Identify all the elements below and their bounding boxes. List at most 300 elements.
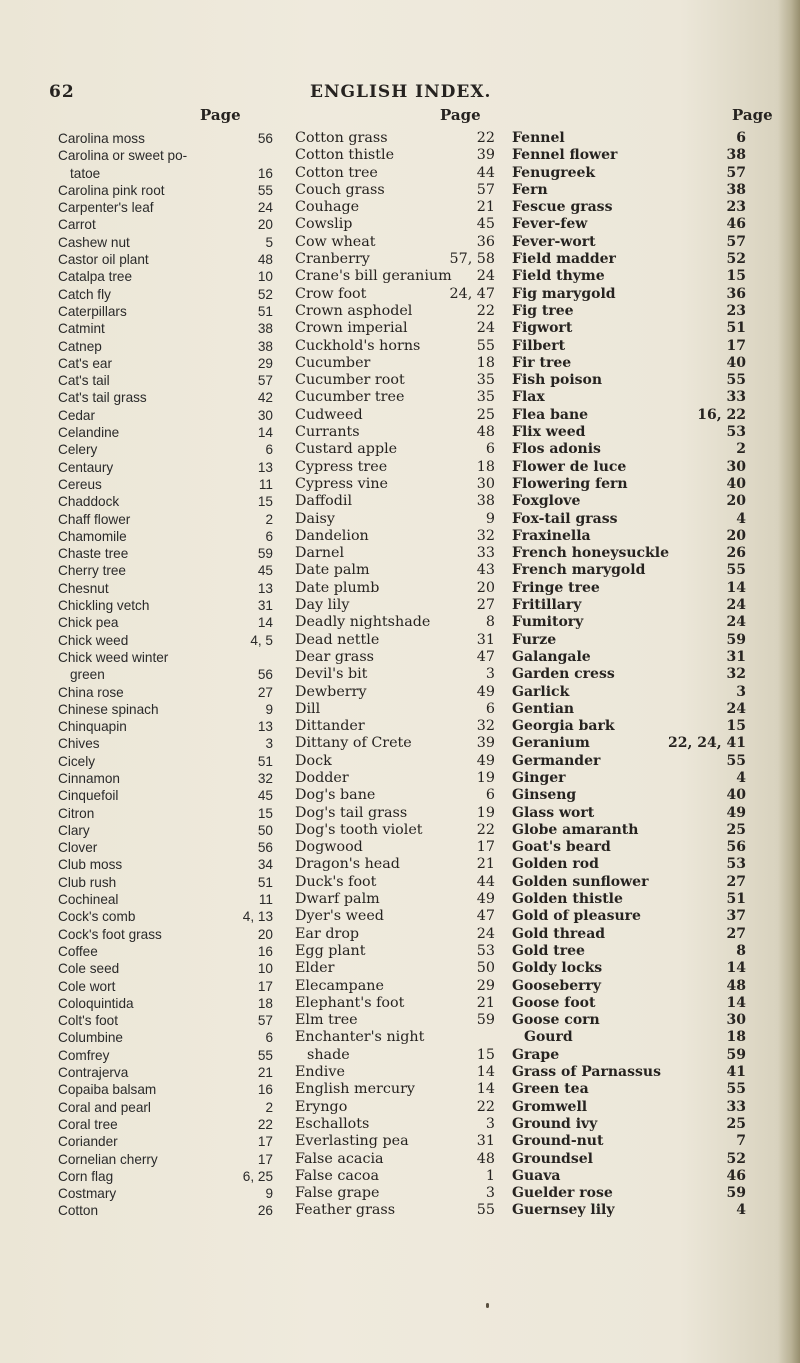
page-number: 62 [49,82,75,102]
index-page-ref: 52 [726,1150,746,1167]
index-term: Cock's foot grass [58,926,162,942]
index-term: French marygold [512,562,646,579]
index-page-ref: 25 [476,406,495,423]
index-term: Cashew nut [58,234,130,250]
index-page-ref: 20 [476,579,495,596]
running-title: ENGLISH INDEX. [310,82,492,102]
index-term: Guernsey lily [512,1202,615,1219]
index-entry [58,1185,273,1202]
index-entry [512,1185,746,1202]
index-term: Garden cress [512,666,615,683]
index-term: Dewberry [295,683,367,700]
index-term: Gromwell [512,1098,588,1115]
index-entry [295,1133,495,1150]
index-term: Carrot [58,217,96,233]
index-entry [512,355,746,372]
index-entry [512,1133,746,1150]
index-entry [58,718,273,735]
index-page-ref: 56 [257,667,273,683]
index-term: Carpenter's leaf [58,200,154,216]
index-page-ref: 22 [476,1098,495,1115]
index-entry [512,182,746,199]
index-page-ref: 35 [476,372,495,389]
index-page-ref: 13 [257,719,273,735]
index-entry [58,459,273,476]
index-page-ref: 17 [726,337,746,354]
index-term: Gourd [524,1029,573,1046]
index-term: False grape [295,1185,380,1202]
index-page-ref: 52 [257,286,273,302]
index-entry [512,147,746,164]
index-page-ref: 53 [476,942,495,959]
index-entry [295,199,495,216]
index-term: Enchanter's night [295,1029,425,1046]
index-page-ref: 33 [726,1098,746,1115]
index-term: Club moss [58,857,123,873]
index-entry [512,1047,746,1064]
index-term: Fever-few [512,216,588,233]
index-entry [58,407,273,424]
index-term: Fever-wort [512,233,596,250]
index-term: Grass of Parnassus [512,1064,661,1081]
index-page-ref: 30 [726,1012,746,1029]
index-entry [295,995,495,1012]
index-page-ref: 6 [485,787,495,804]
index-page-ref: 10 [257,961,273,977]
index-page-ref: 48 [726,977,746,994]
index-entry [295,770,495,787]
index-page-ref: 50 [257,822,273,838]
index-page-ref: 45 [476,216,495,233]
index-term: China rose [58,684,124,700]
index-page-ref: 9 [485,510,495,527]
index-entry [58,199,273,216]
index-term: Citron [58,805,95,821]
index-term: Egg plant [295,942,366,959]
index-term: Gooseberry [512,977,602,994]
index-term: English mercury [295,1081,416,1098]
index-page-ref: 15 [257,805,273,821]
index-entry [295,1029,495,1046]
index-term: Golden sunflower [512,873,649,890]
index-term: Glass wort [512,804,595,821]
index-entry [295,320,495,337]
index-term: Dogwood [295,839,363,856]
index-term: tatoe [70,165,101,181]
index-page-ref: 55 [726,562,746,579]
index-page-ref: 31 [726,648,746,665]
index-page-ref: 44 [476,873,495,890]
index-page-ref: 4 [736,510,746,527]
index-entry [295,511,495,528]
index-entry [512,372,746,389]
column-2-page-heading: Page [440,106,481,124]
index-term: Fumitory [512,614,584,631]
index-term: Dog's tooth violet [295,821,423,838]
index-term: Dead nettle [295,631,380,648]
index-entry [58,1202,273,1219]
index-entry [512,960,746,977]
index-term: Golden rod [512,856,599,873]
index-page-ref: 55 [257,1047,273,1063]
index-entry [512,649,746,666]
index-entry [58,355,273,372]
index-entry [58,1116,273,1133]
index-term: Fenugreek [512,164,596,181]
index-page-ref: 30 [257,407,273,423]
index-entry [512,441,746,458]
index-term: Cole seed [58,961,120,977]
index-entry [58,216,273,233]
index-entry [512,165,746,182]
index-entry [295,268,495,285]
index-page-ref: 6 [265,1030,273,1046]
index-page-ref: 29 [257,355,273,371]
index-entry [58,476,273,493]
index-entry [295,303,495,320]
index-term: Figwort [512,320,573,337]
index-page-ref: 38 [726,147,746,164]
index-term: Cotton grass [295,130,388,146]
index-entry [512,389,746,406]
index-term: Elm tree [295,1012,358,1029]
index-entry [512,943,746,960]
index-entry [58,234,273,251]
index-page-ref: 39 [476,735,495,752]
index-entry [295,1168,495,1185]
index-page-ref: 14 [257,615,273,631]
index-column-3 [512,130,746,1220]
index-entry [58,735,273,752]
index-entry [512,926,746,943]
index-entry [295,1202,495,1219]
index-term: Fig tree [512,302,574,319]
index-term: Coral and pearl [58,1099,151,1115]
index-entry [295,528,495,545]
index-entry [295,234,495,251]
index-page-ref: 51 [257,874,273,890]
index-term: Ear drop [295,925,360,942]
index-term: Fox-tail grass [512,510,618,527]
index-page-ref: 57 [257,373,273,389]
index-entry [58,182,273,199]
index-entry [295,493,495,510]
index-page-ref: 26 [726,545,746,562]
index-term: Ginseng [512,787,577,804]
index-term: Furze [512,631,557,648]
index-page-ref: 35 [476,389,495,406]
index-entry [512,805,746,822]
index-term: False acacia [295,1150,384,1167]
index-term: Goose corn [512,1012,600,1029]
index-term: Guava [512,1167,561,1184]
index-page-ref: 59 [726,631,746,648]
index-page-ref: 16 [257,943,273,959]
index-term: Cat's ear [58,355,112,371]
index-term: Dandelion [295,527,369,544]
index-term: Cucumber tree [295,389,405,406]
index-term: Fig marygold [512,285,616,302]
index-entry [512,493,746,510]
index-term: Coriander [58,1134,118,1150]
index-page-ref: 26 [257,1203,273,1219]
index-term: Corn flag [58,1168,114,1184]
index-term: Cotton [58,1203,99,1219]
index-term: Cucumber [295,354,371,371]
index-page-ref: 20 [257,926,273,942]
index-page-ref: 47 [476,648,495,665]
index-term: Fennel flower [512,147,618,164]
index-entry [295,787,495,804]
index-entry [295,649,495,666]
index-page-ref: 16, 22 [697,406,746,423]
index-term: Couhage [295,199,360,216]
page-header [0,82,800,106]
index-term: Cypress tree [295,458,388,475]
index-page-ref: 6 [265,528,273,544]
index-page-ref: 38 [476,493,495,510]
index-page-ref: 27 [726,925,746,942]
index-entry [58,701,273,718]
column-3-page-heading: Page [732,106,773,124]
index-entry [512,874,746,891]
index-page-ref: 31 [257,598,273,614]
index-term: Devil's bit [295,666,368,683]
index-page-ref: 27 [476,597,495,614]
index-page-ref: 21 [476,856,495,873]
index-entry [512,476,746,493]
index-term: Globe amaranth [512,821,639,838]
index-entry [512,199,746,216]
index-term: Cock's comb [58,909,136,925]
index-entry [58,528,273,545]
index-page-ref: 5 [265,234,273,250]
index-term: Cornelian cherry [58,1151,158,1167]
index-page-ref: 56 [257,131,273,146]
index-term: Chick pea [58,615,119,631]
index-entry [58,545,273,562]
index-entry [512,753,746,770]
index-page-ref: 32 [726,666,746,683]
index-term: Field thyme [512,268,605,285]
index-entry [512,891,746,908]
index-page-ref: 18 [257,995,273,1011]
index-page-ref: 55 [726,752,746,769]
index-entry [58,1029,273,1046]
index-page-ref: 24 [476,268,495,285]
index-entry [58,666,273,683]
index-entry [58,753,273,770]
index-term: Comfrey [58,1047,110,1063]
index-page-ref: 48 [476,424,495,441]
index-term: Clary [58,822,90,838]
index-page-ref: 55 [476,1202,495,1219]
index-term: Cranberry [295,251,370,268]
index-entry [512,562,746,579]
index-page-ref: 20 [726,527,746,544]
index-term: Fringe tree [512,579,600,596]
index-page-ref: 13 [257,459,273,475]
index-page-ref: 22 [257,1116,273,1132]
index-page-ref: 1 [485,1167,495,1184]
page-edge-shadow [778,0,800,1363]
index-page-ref: 24 [726,700,746,717]
index-term: Everlasting pea [295,1133,409,1150]
index-entry [512,459,746,476]
index-term: Eschallots [295,1115,370,1132]
index-entry [512,770,746,787]
index-page-ref: 9 [265,1186,273,1202]
index-page-ref: 19 [476,769,495,786]
index-term: Catch fly [58,286,111,302]
index-term: Ground-nut [512,1133,604,1150]
index-page-ref: 15 [257,494,273,510]
index-entry [295,684,495,701]
index-entry [295,459,495,476]
index-term: Daffodil [295,493,353,510]
index-term: Cudweed [295,406,363,423]
index-entry [58,926,273,943]
index-term: Dear grass [295,648,375,665]
index-page-ref: 3 [265,736,273,752]
index-page-ref: 8 [736,942,746,959]
index-term: Currants [295,424,360,441]
index-term: Coral tree [58,1116,118,1132]
index-page-ref: 43 [476,562,495,579]
index-entry [512,666,746,683]
index-term: Centaury [58,459,114,475]
index-entry [295,1116,495,1133]
index-entry [58,1133,273,1150]
index-page-ref: 34 [257,857,273,873]
index-term: Fraxinella [512,527,591,544]
index-page-ref: 42 [257,390,273,406]
index-page-ref: 2 [265,511,273,527]
index-page-ref: 15 [476,1046,495,1063]
index-entry [58,960,273,977]
index-term: Cole wort [58,978,116,994]
index-entry [58,562,273,579]
index-entry [58,268,273,285]
index-entry [512,787,746,804]
index-column-1 [58,130,273,1220]
index-entry [58,165,273,182]
index-page-ref: 57, 58 [449,251,495,268]
index-page-ref: 4 [736,769,746,786]
index-term: Chinese spinach [58,701,159,717]
index-entry [512,286,746,303]
index-page-ref: 37 [726,908,746,925]
index-term: Flowering fern [512,475,628,492]
index-term: Field madder [512,251,616,268]
index-page-ref: 16 [257,165,273,181]
index-term: Dwarf palm [295,891,380,908]
index-term: Castor oil plant [58,252,149,268]
index-term: Cat's tail grass [58,390,147,406]
index-page-ref: 22, 24, 41 [668,735,746,752]
index-term: Fescue grass [512,199,613,216]
index-entry [58,632,273,649]
index-term: Gentian [512,700,575,717]
index-term: Dragon's head [295,856,400,873]
index-entry [512,1081,746,1098]
index-term: Chickling vetch [58,598,150,614]
index-page-ref: 30 [476,475,495,492]
index-term: Cochineal [58,892,119,908]
index-entry [58,389,273,406]
index-term: Chaff flower [58,511,131,527]
index-term: Colt's foot [58,1013,119,1029]
index-term: Chaste tree [58,546,129,562]
index-entry [512,735,746,752]
index-term: Chick weed [58,632,129,648]
index-term: Ground ivy [512,1115,598,1132]
index-entry [295,1151,495,1168]
index-page-ref: 40 [726,354,746,371]
index-page-ref: 56 [257,840,273,856]
index-page-ref: 20 [257,217,273,233]
index-page-ref: 38 [726,181,746,198]
index-entry [295,908,495,925]
index-entry [295,978,495,995]
index-term: Cuckhold's horns [295,337,421,354]
index-page-ref: 23 [726,302,746,319]
index-entry [58,822,273,839]
index-term: Cucumber root [295,372,405,389]
index-page-ref: 32 [476,527,495,544]
index-page-ref: 14 [726,994,746,1011]
index-term: Cherry tree [58,563,126,579]
index-page-ref: 16 [257,1082,273,1098]
index-page-ref: 53 [726,424,746,441]
index-term: Daisy [295,510,335,527]
index-page-ref: 2 [265,1099,273,1115]
index-page-ref: 59 [257,546,273,562]
index-entry [512,216,746,233]
index-entry [295,1012,495,1029]
index-page-ref: 17 [257,1134,273,1150]
index-page-ref: 22 [476,130,495,146]
index-page-ref: 49 [476,891,495,908]
index-term: Celandine [58,425,120,441]
index-term: Golden thistle [512,891,623,908]
index-page-ref: 3 [485,1115,495,1132]
index-term: Crow foot [295,285,367,302]
index-page-ref: 59 [476,1012,495,1029]
index-entry [295,182,495,199]
index-term: Dog's tail grass [295,804,408,821]
index-term: Columbine [58,1030,123,1046]
index-page-ref: 14 [726,960,746,977]
index-page-ref: 10 [257,269,273,285]
index-term: Fern [512,181,548,198]
index-entry [512,1116,746,1133]
index-term: Coffee [58,943,98,959]
index-entry [58,1047,273,1064]
index-entry [58,338,273,355]
index-entry [295,891,495,908]
index-term: Club rush [58,874,117,890]
index-page-ref: 23 [726,199,746,216]
index-entry [512,303,746,320]
index-entry [295,614,495,631]
index-page-ref: 40 [726,475,746,492]
index-entry [295,216,495,233]
index-page-ref: 17 [257,978,273,994]
index-term: Garlick [512,683,570,700]
index-page-ref: 3 [736,683,746,700]
index-page-ref: 40 [726,787,746,804]
